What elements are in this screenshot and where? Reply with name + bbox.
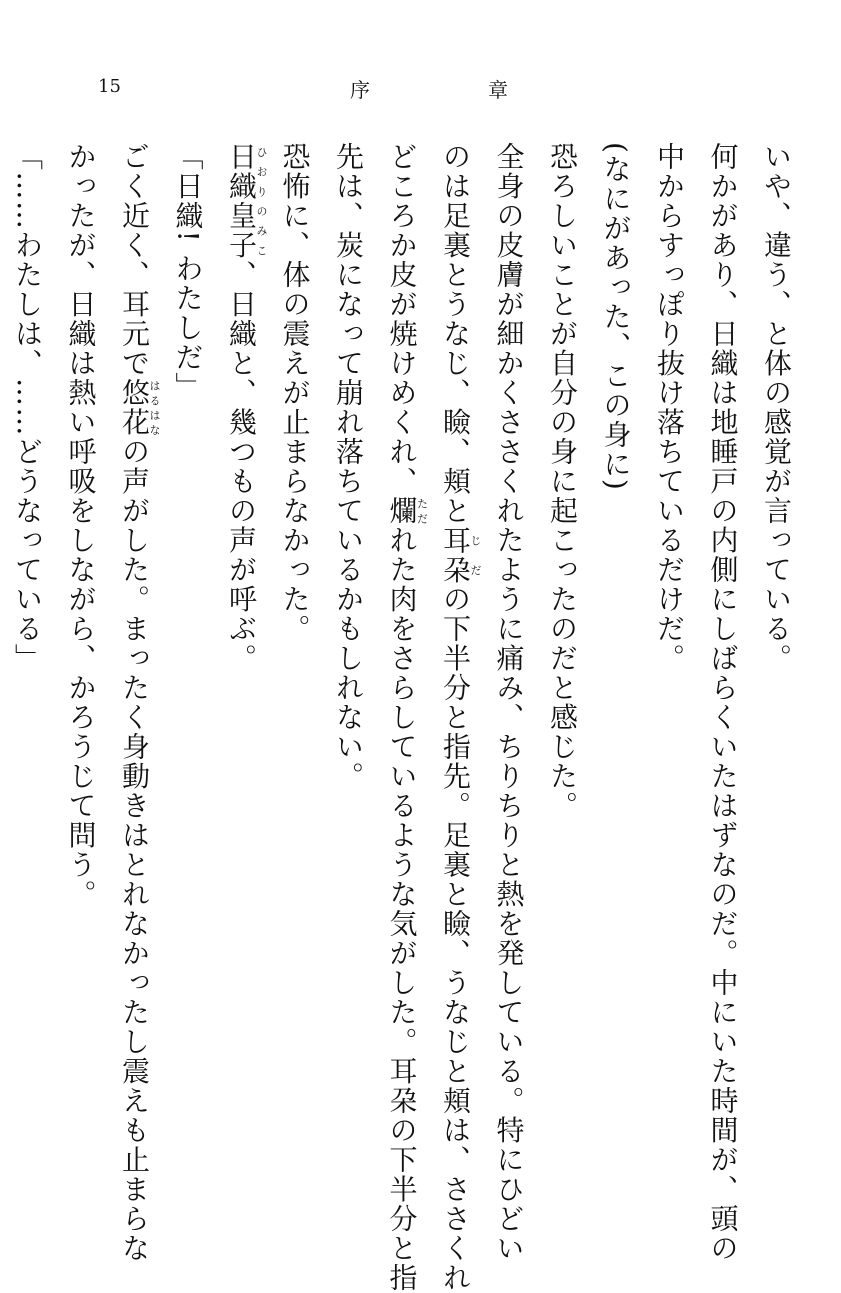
ruby-jida-reading: じだ — [469, 525, 482, 585]
text-line-13: ごく近く、耳元で悠花はるはなの声がした。まったく身動きはとれなかったし震えも止まらな — [118, 142, 161, 1263]
text-line-4: (なにがあった、この身に) — [599, 142, 633, 492]
ruby-haruhana: 悠花はるはな — [118, 378, 161, 437]
text-line-6: 全身の皮膚が細かくささくれたように痛み、ちりちりと熱を発している。特にひどい — [492, 142, 526, 1263]
text-line-11: 日織皇子ひおりのみこ、日織と、幾つもの声が呼ぶ。 — [225, 142, 268, 673]
text-line-5: 恐ろしいことが自分の身に起こったのだと感じた。 — [546, 142, 579, 821]
text-line-12: 「日織! わたしだ」 — [171, 142, 205, 402]
text-line-8: どころか皮が焼けめくれ、爛ただれた肉をさらしているような気がした。耳朶の下半分と指 — [385, 142, 429, 1293]
text-line-15: 「……わたしは、……どうなっている」 — [11, 142, 44, 673]
text-line-14: かったが、日織は熱い呼吸をしながら、かろうじて問う。 — [64, 142, 98, 909]
text-line-1: いや、違う、と体の感覚が言っている。 — [760, 142, 793, 673]
body-text — [0, 142, 803, 1293]
page-number: 15 — [98, 76, 121, 97]
ruby-hiori-reading: ひおりのみこ — [255, 142, 268, 260]
text-line-2: 何かがあり、日織は地睡戸の内側にしばらくいたはずなのだ。中にいた時間が、頭の — [706, 142, 740, 1263]
text-line-16 — [0, 142, 1, 1122]
text-line-10: 恐怖に、体の震えが止まらなかった。 — [278, 142, 312, 644]
text-line-3: 中からすっぽり抜け落ちているだけだ。 — [653, 142, 686, 673]
ruby-kasu-reading — [0, 142, 1, 172]
chapter-title: 序章 — [350, 78, 626, 102]
text-line-7: のは足裏とうなじ、瞼、頬と耳朶じだの下半分と指先。足裏と瞼、うなじと頬は、ささくれ — [439, 142, 482, 1293]
ruby-haruhana-reading: はるはな — [148, 378, 161, 437]
ruby-tada-reading: ただ — [415, 496, 429, 526]
ruby-tada: 爛ただ — [385, 496, 429, 526]
text-line-9: 先は、炭になって崩れ落ちているかもしれない。 — [332, 142, 365, 791]
ruby-jida: 耳朶じだ — [439, 525, 482, 585]
ruby-hiori: 日織皇子ひおりのみこ — [225, 142, 268, 260]
